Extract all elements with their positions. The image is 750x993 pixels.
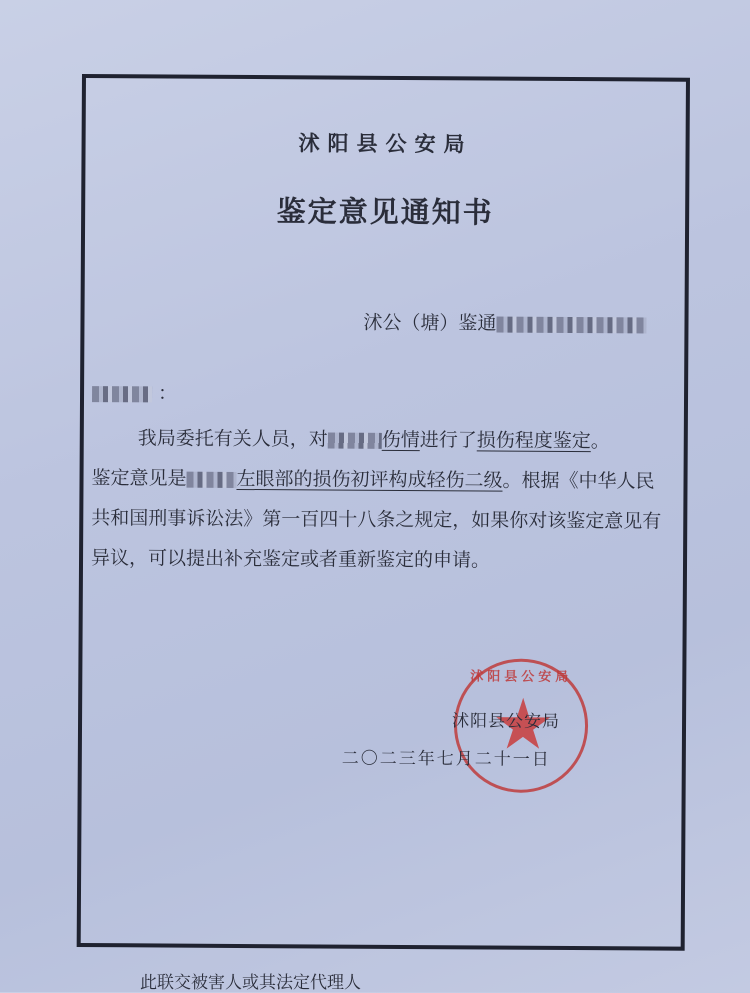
body-text-segment: 进行了 bbox=[419, 429, 477, 452]
signature-agency: 沭阳县公安局 bbox=[451, 711, 561, 732]
seal-text: 沭阳县公安局 bbox=[470, 669, 573, 686]
underlined-appraisal-opinion: 左眼部的损伤初评构成轻伤二级 bbox=[236, 467, 503, 492]
copy-recipient-note: 此联交被害人或其法定代理人 bbox=[140, 973, 361, 993]
reference-prefix: 沭公（塘）鉴通 bbox=[363, 311, 497, 335]
issue-date: 二〇二三年七月二十一日 bbox=[341, 748, 551, 770]
redacted-injured-name bbox=[328, 433, 382, 449]
body-text-segment: 我局委托有关人员，对 bbox=[137, 427, 328, 451]
underlined-appraisal-type: 损伤程度鉴定 bbox=[476, 429, 591, 453]
body-text-segment: 鉴定意见是 bbox=[91, 467, 187, 490]
body-paragraph bbox=[91, 458, 662, 581]
redacted-recipient-name bbox=[92, 386, 152, 402]
document-title: 鉴定意见通知书 bbox=[276, 194, 494, 230]
body-text-segment: 。根据《中华人民共和国刑事诉讼法》第一百四十八条之规定，如果你对该鉴定意见有异议，可以提出补充鉴定或者重新鉴定的申请。 bbox=[90, 469, 662, 572]
salutation bbox=[92, 378, 177, 406]
notice-body bbox=[91, 418, 662, 581]
reference-number bbox=[363, 308, 646, 337]
body-text-segment: 。 bbox=[590, 430, 610, 453]
underlined-injury-text: 伤情 bbox=[381, 428, 420, 452]
issuing-agency: 沭阳县公安局 bbox=[298, 130, 473, 157]
redacted-reference-number bbox=[496, 317, 646, 334]
redacted-injured-name bbox=[186, 472, 236, 488]
document-border bbox=[77, 74, 690, 951]
salutation-colon: ： bbox=[158, 382, 178, 405]
body-paragraph bbox=[92, 418, 662, 461]
